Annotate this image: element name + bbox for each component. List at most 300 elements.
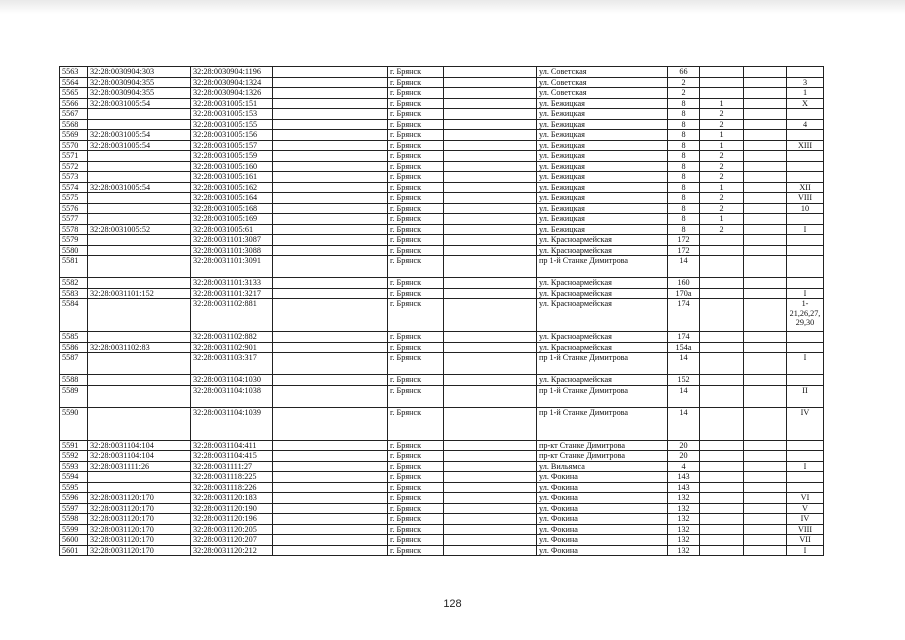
- cell-parent-cadastral-number: 32:28:0031005:54: [88, 140, 191, 151]
- cell-parent-cadastral-number: 32:28:0031120:170: [88, 503, 191, 514]
- cell-empty: [744, 503, 787, 514]
- cell-street: ул. Красноармейская: [537, 342, 668, 353]
- cell-parent-cadastral-number: 32:28:0031005:54: [88, 130, 191, 141]
- cell-house-number: 174: [668, 299, 700, 332]
- cell-record-number: 5574: [60, 182, 88, 193]
- cell-city: г. Брянск: [388, 256, 444, 278]
- cell-street: ул. Фокина: [537, 514, 668, 525]
- cell-empty: [444, 256, 537, 278]
- cell-empty: [744, 161, 787, 172]
- cell-cadastral-number: 32:28:0031101:3091: [191, 256, 273, 278]
- cell-empty: [744, 493, 787, 504]
- cell-empty: [273, 235, 388, 246]
- cell-street: ул. Фокина: [537, 545, 668, 556]
- cell-empty: [444, 353, 537, 375]
- cell-empty: [273, 130, 388, 141]
- cell-building: [700, 67, 744, 78]
- cell-record-number: 5565: [60, 88, 88, 99]
- cell-city: г. Брянск: [388, 98, 444, 109]
- cell-empty: [273, 214, 388, 225]
- cell-house-number: 143: [668, 472, 700, 483]
- cell-empty: [444, 440, 537, 451]
- cell-empty: [444, 461, 537, 472]
- cell-parent-cadastral-number: 32:28:0031005:52: [88, 224, 191, 235]
- cell-empty: [444, 278, 537, 289]
- cell-building: 1: [700, 182, 744, 193]
- cell-parent-cadastral-number: 32:28:0031120:170: [88, 524, 191, 535]
- cell-empty: [744, 278, 787, 289]
- cell-building: [700, 440, 744, 451]
- cell-empty: [444, 235, 537, 246]
- cell-city: г. Брянск: [388, 119, 444, 130]
- cell-cadastral-number: 32:28:0031005:160: [191, 161, 273, 172]
- cell-building: [700, 451, 744, 462]
- table-row: [60, 503, 824, 514]
- cell-record-number: 5585: [60, 332, 88, 343]
- cell-record-number: 5577: [60, 214, 88, 225]
- cell-street: ул. Бежицкая: [537, 140, 668, 151]
- cell-room-number: I: [787, 288, 824, 299]
- cell-city: г. Брянск: [388, 353, 444, 375]
- cell-record-number: 5581: [60, 256, 88, 278]
- cell-city: г. Брянск: [388, 535, 444, 546]
- cell-record-number: 5566: [60, 98, 88, 109]
- table-row: [60, 278, 824, 289]
- cell-empty: [444, 385, 537, 407]
- table-row: [60, 88, 824, 99]
- cell-city: г. Брянск: [388, 461, 444, 472]
- table-row: [60, 407, 824, 440]
- cell-room-number: [787, 67, 824, 78]
- cell-empty: [273, 461, 388, 472]
- table-row: [60, 472, 824, 483]
- cell-building: 2: [700, 203, 744, 214]
- cell-cadastral-number: 32:28:0031101:3087: [191, 235, 273, 246]
- table-row: [60, 235, 824, 246]
- cell-empty: [744, 514, 787, 525]
- cell-empty: [273, 161, 388, 172]
- cell-room-number: [787, 172, 824, 183]
- cell-record-number: 5590: [60, 407, 88, 440]
- cell-room-number: [787, 332, 824, 343]
- cell-cadastral-number: 32:28:0031005:161: [191, 172, 273, 183]
- table-row: [60, 245, 824, 256]
- cell-record-number: 5576: [60, 203, 88, 214]
- table-row: [60, 535, 824, 546]
- cell-room-number: [787, 440, 824, 451]
- cell-parent-cadastral-number: [88, 385, 191, 407]
- cell-street: ул. Бежицкая: [537, 109, 668, 120]
- table-row: [60, 514, 824, 525]
- cell-empty: [444, 482, 537, 493]
- cell-building: [700, 482, 744, 493]
- cell-empty: [444, 299, 537, 332]
- cell-building: [700, 407, 744, 440]
- cell-record-number: 5572: [60, 161, 88, 172]
- cell-house-number: 132: [668, 514, 700, 525]
- table-body: [60, 67, 824, 556]
- cell-empty: [444, 77, 537, 88]
- cell-cadastral-number: 32:28:0030904:1324: [191, 77, 273, 88]
- cell-room-number: 4: [787, 119, 824, 130]
- cell-cadastral-number: 32:28:0031005:156: [191, 130, 273, 141]
- cell-empty: [744, 245, 787, 256]
- cell-cadastral-number: 32:28:0031102:901: [191, 342, 273, 353]
- cell-parent-cadastral-number: [88, 193, 191, 204]
- cell-empty: [444, 375, 537, 386]
- cell-cadastral-number: 32:28:0030904:1196: [191, 67, 273, 78]
- cell-empty: [273, 245, 388, 256]
- cell-empty: [273, 493, 388, 504]
- cell-room-number: II: [787, 385, 824, 407]
- cell-parent-cadastral-number: [88, 407, 191, 440]
- cell-city: г. Брянск: [388, 514, 444, 525]
- cell-empty: [273, 440, 388, 451]
- cell-house-number: 8: [668, 151, 700, 162]
- table-row: [60, 214, 824, 225]
- cell-record-number: 5588: [60, 375, 88, 386]
- cell-record-number: 5583: [60, 288, 88, 299]
- cell-cadastral-number: 32:28:0031120:183: [191, 493, 273, 504]
- cell-street: ул. Красноармейская: [537, 278, 668, 289]
- cell-empty: [273, 182, 388, 193]
- table-row: [60, 482, 824, 493]
- cell-street: ул. Бежицкая: [537, 193, 668, 204]
- table-row: [60, 109, 824, 120]
- cell-empty: [273, 503, 388, 514]
- table-row: [60, 224, 824, 235]
- cell-building: 2: [700, 224, 744, 235]
- cell-house-number: 8: [668, 214, 700, 225]
- cell-building: [700, 299, 744, 332]
- cell-house-number: 14: [668, 385, 700, 407]
- cell-city: г. Брянск: [388, 451, 444, 462]
- cell-city: г. Брянск: [388, 151, 444, 162]
- cell-room-number: I: [787, 224, 824, 235]
- cell-house-number: 66: [668, 67, 700, 78]
- cell-empty: [444, 161, 537, 172]
- cell-street: пр-кт Станке Димитрова: [537, 451, 668, 462]
- cell-empty: [744, 151, 787, 162]
- cell-room-number: [787, 375, 824, 386]
- cell-empty: [744, 182, 787, 193]
- table-row: [60, 161, 824, 172]
- cell-empty: [273, 385, 388, 407]
- cell-empty: [444, 493, 537, 504]
- cell-empty: [444, 130, 537, 141]
- cell-empty: [273, 472, 388, 483]
- cell-empty: [444, 109, 537, 120]
- cell-parent-cadastral-number: [88, 119, 191, 130]
- cell-parent-cadastral-number: [88, 278, 191, 289]
- cell-house-number: 4: [668, 461, 700, 472]
- cell-house-number: 14: [668, 353, 700, 375]
- cell-record-number: 5596: [60, 493, 88, 504]
- cell-empty: [744, 119, 787, 130]
- cell-cadastral-number: 32:28:0031111:27: [191, 461, 273, 472]
- cell-empty: [744, 88, 787, 99]
- cell-record-number: 5599: [60, 524, 88, 535]
- cell-empty: [744, 140, 787, 151]
- cell-street: ул. Бежицкая: [537, 119, 668, 130]
- cell-house-number: 8: [668, 172, 700, 183]
- cell-empty: [444, 224, 537, 235]
- cell-room-number: IV: [787, 407, 824, 440]
- cell-house-number: 174: [668, 332, 700, 343]
- cell-parent-cadastral-number: 32:28:0031101:152: [88, 288, 191, 299]
- cell-room-number: [787, 214, 824, 225]
- cell-building: [700, 493, 744, 504]
- cell-empty: [273, 140, 388, 151]
- cell-city: г. Брянск: [388, 203, 444, 214]
- cell-cadastral-number: 32:28:0031104:411: [191, 440, 273, 451]
- cell-house-number: 8: [668, 98, 700, 109]
- cell-parent-cadastral-number: 32:28:0031102:83: [88, 342, 191, 353]
- cell-city: г. Брянск: [388, 482, 444, 493]
- cell-empty: [273, 482, 388, 493]
- cell-empty: [744, 375, 787, 386]
- cell-empty: [444, 342, 537, 353]
- cell-empty: [744, 214, 787, 225]
- table-row: [60, 98, 824, 109]
- table-row: [60, 130, 824, 141]
- cell-building: [700, 472, 744, 483]
- cell-empty: [444, 172, 537, 183]
- cell-empty: [444, 182, 537, 193]
- cell-room-number: IV: [787, 514, 824, 525]
- cell-empty: [744, 545, 787, 556]
- cell-empty: [744, 98, 787, 109]
- cell-record-number: 5579: [60, 235, 88, 246]
- cell-empty: [273, 375, 388, 386]
- cell-empty: [744, 256, 787, 278]
- cell-building: 2: [700, 151, 744, 162]
- cell-city: г. Брянск: [388, 172, 444, 183]
- cell-city: г. Брянск: [388, 493, 444, 504]
- cell-room-number: [787, 151, 824, 162]
- cell-room-number: [787, 245, 824, 256]
- cell-street: ул. Бежицкая: [537, 161, 668, 172]
- table-row: [60, 545, 824, 556]
- cell-city: г. Брянск: [388, 503, 444, 514]
- cell-street: ул. Бежицкая: [537, 172, 668, 183]
- cell-room-number: [787, 235, 824, 246]
- cell-empty: [744, 172, 787, 183]
- cell-city: г. Брянск: [388, 545, 444, 556]
- cell-building: 1: [700, 130, 744, 141]
- cell-house-number: 132: [668, 524, 700, 535]
- cell-city: г. Брянск: [388, 109, 444, 120]
- cell-empty: [444, 119, 537, 130]
- cell-empty: [744, 288, 787, 299]
- cell-empty: [744, 109, 787, 120]
- table-row: [60, 440, 824, 451]
- cell-empty: [444, 288, 537, 299]
- cell-parent-cadastral-number: [88, 353, 191, 375]
- cell-room-number: I: [787, 353, 824, 375]
- cell-room-number: [787, 451, 824, 462]
- cell-cadastral-number: 32:28:0031120:190: [191, 503, 273, 514]
- table-row: [60, 493, 824, 504]
- cell-building: 2: [700, 193, 744, 204]
- cell-empty: [273, 203, 388, 214]
- cell-empty: [744, 193, 787, 204]
- table-row: [60, 332, 824, 343]
- cell-record-number: 5582: [60, 278, 88, 289]
- cell-empty: [273, 407, 388, 440]
- cell-empty: [744, 332, 787, 343]
- table-row: [60, 299, 824, 332]
- cell-building: 2: [700, 172, 744, 183]
- cell-city: г. Брянск: [388, 130, 444, 141]
- cell-cadastral-number: 32:28:0031005:157: [191, 140, 273, 151]
- cell-empty: [744, 440, 787, 451]
- cell-empty: [273, 451, 388, 462]
- cell-cadastral-number: 32:28:0031005:151: [191, 98, 273, 109]
- cell-room-number: 1-21,26,27, 29,30: [787, 299, 824, 332]
- cell-street: ул. Бежицкая: [537, 151, 668, 162]
- cell-record-number: 5575: [60, 193, 88, 204]
- cell-empty: [744, 535, 787, 546]
- cell-record-number: 5567: [60, 109, 88, 120]
- cell-empty: [273, 535, 388, 546]
- cell-street: ул. Красноармейская: [537, 375, 668, 386]
- cell-parent-cadastral-number: [88, 256, 191, 278]
- cell-street: ул. Вильямса: [537, 461, 668, 472]
- cell-record-number: 5578: [60, 224, 88, 235]
- cell-street: ул. Фокина: [537, 524, 668, 535]
- cell-empty: [744, 130, 787, 141]
- cell-record-number: 5597: [60, 503, 88, 514]
- cell-street: ул. Бежицкая: [537, 182, 668, 193]
- cell-parent-cadastral-number: 32:28:0031005:54: [88, 182, 191, 193]
- cell-record-number: 5584: [60, 299, 88, 332]
- cell-house-number: 132: [668, 493, 700, 504]
- cell-street: ул. Фокина: [537, 535, 668, 546]
- cell-house-number: 172: [668, 245, 700, 256]
- cell-empty: [273, 77, 388, 88]
- cell-cadastral-number: 32:28:0031005:162: [191, 182, 273, 193]
- cell-room-number: 10: [787, 203, 824, 214]
- cell-parent-cadastral-number: 32:28:0031120:170: [88, 535, 191, 546]
- cell-city: г. Брянск: [388, 182, 444, 193]
- cell-room-number: [787, 161, 824, 172]
- cell-parent-cadastral-number: [88, 203, 191, 214]
- cell-city: г. Брянск: [388, 278, 444, 289]
- table-row: [60, 256, 824, 278]
- cell-cadastral-number: 32:28:0031005:153: [191, 109, 273, 120]
- cell-empty: [444, 503, 537, 514]
- cell-parent-cadastral-number: [88, 482, 191, 493]
- cell-cadastral-number: 32:28:0031101:3133: [191, 278, 273, 289]
- cell-house-number: 8: [668, 161, 700, 172]
- cell-room-number: 3: [787, 77, 824, 88]
- cell-building: [700, 545, 744, 556]
- cell-street: ул. Бежицкая: [537, 98, 668, 109]
- cell-empty: [444, 67, 537, 78]
- cell-room-number: [787, 472, 824, 483]
- cell-empty: [273, 109, 388, 120]
- cell-room-number: XII: [787, 182, 824, 193]
- cell-empty: [273, 151, 388, 162]
- cell-empty: [744, 472, 787, 483]
- cell-empty: [444, 472, 537, 483]
- cell-cadastral-number: 32:28:0031101:3088: [191, 245, 273, 256]
- cell-room-number: V: [787, 503, 824, 514]
- cell-cadastral-number: 32:28:0031005:169: [191, 214, 273, 225]
- cell-empty: [744, 461, 787, 472]
- cell-cadastral-number: 32:28:0031005:61: [191, 224, 273, 235]
- cell-record-number: 5592: [60, 451, 88, 462]
- cell-street: ул. Советская: [537, 88, 668, 99]
- table-row: [60, 288, 824, 299]
- cell-street: пр 1-й Станке Димитрова: [537, 256, 668, 278]
- cell-cadastral-number: 32:28:0031005:155: [191, 119, 273, 130]
- cell-empty: [744, 224, 787, 235]
- cell-building: [700, 88, 744, 99]
- cell-empty: [744, 407, 787, 440]
- cell-empty: [273, 342, 388, 353]
- cell-street: ул. Бежицкая: [537, 203, 668, 214]
- cell-empty: [444, 524, 537, 535]
- cell-street: ул. Фокина: [537, 503, 668, 514]
- cell-street: ул. Советская: [537, 67, 668, 78]
- table-row: [60, 172, 824, 183]
- cell-record-number: 5601: [60, 545, 88, 556]
- cell-record-number: 5568: [60, 119, 88, 130]
- cell-empty: [273, 514, 388, 525]
- cell-room-number: I: [787, 461, 824, 472]
- cell-building: [700, 535, 744, 546]
- cell-street: ул. Красноармейская: [537, 235, 668, 246]
- cell-parent-cadastral-number: [88, 214, 191, 225]
- cell-empty: [444, 140, 537, 151]
- cell-building: [700, 375, 744, 386]
- cell-empty: [273, 278, 388, 289]
- page-number: 128: [443, 598, 462, 610]
- cell-city: г. Брянск: [388, 375, 444, 386]
- cell-city: г. Брянск: [388, 385, 444, 407]
- cell-cadastral-number: 32:28:0031103:317: [191, 353, 273, 375]
- cell-city: г. Брянск: [388, 77, 444, 88]
- cell-house-number: 172: [668, 235, 700, 246]
- table-row: [60, 182, 824, 193]
- table-row: [60, 375, 824, 386]
- cell-street: ул. Фокина: [537, 482, 668, 493]
- cell-building: 1: [700, 98, 744, 109]
- cell-cadastral-number: 32:28:0031104:1038: [191, 385, 273, 407]
- cell-record-number: 5564: [60, 77, 88, 88]
- cell-empty: [444, 193, 537, 204]
- cell-empty: [444, 451, 537, 462]
- cell-empty: [744, 342, 787, 353]
- cell-empty: [744, 203, 787, 214]
- table-row: [60, 140, 824, 151]
- table-row: [60, 203, 824, 214]
- cell-city: г. Брянск: [388, 245, 444, 256]
- cell-empty: [744, 482, 787, 493]
- cell-room-number: [787, 278, 824, 289]
- cell-room-number: [787, 256, 824, 278]
- cell-house-number: 20: [668, 451, 700, 462]
- cell-house-number: 170а: [668, 288, 700, 299]
- cell-empty: [273, 224, 388, 235]
- cell-record-number: 5580: [60, 245, 88, 256]
- cell-empty: [273, 332, 388, 343]
- cell-building: 1: [700, 214, 744, 225]
- cadastral-register-table: [59, 66, 824, 556]
- cell-empty: [273, 288, 388, 299]
